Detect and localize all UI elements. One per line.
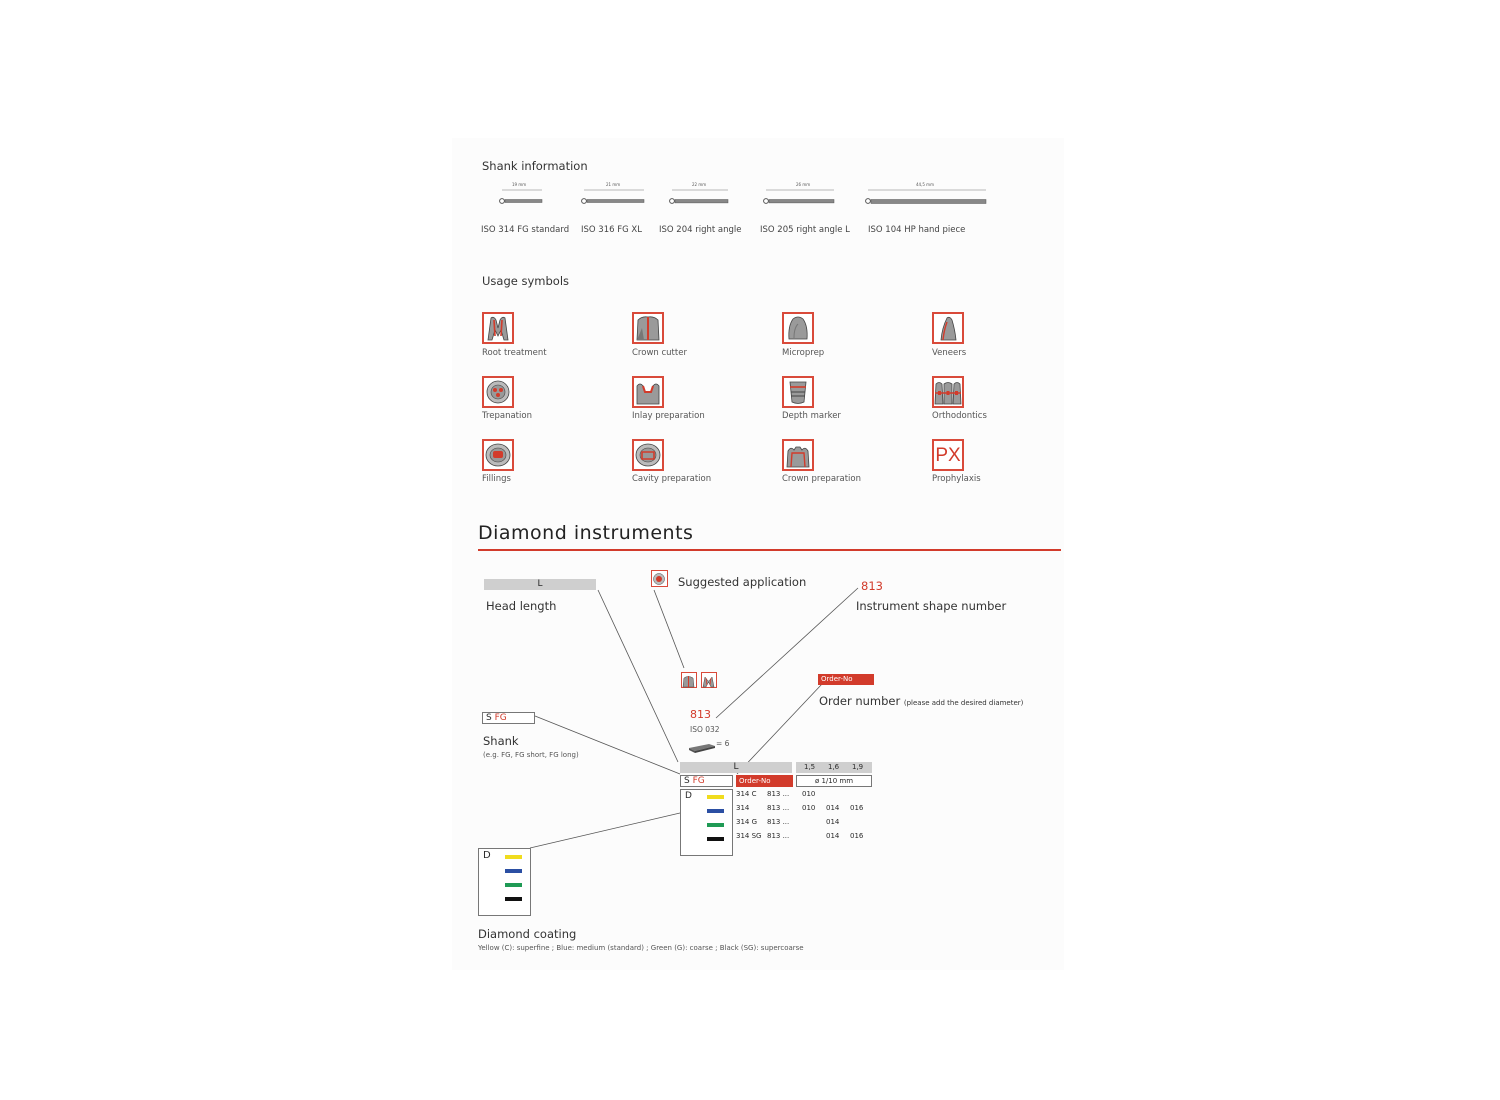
shank-label-iso204: ISO 204 right angle	[659, 225, 742, 235]
table-row: 314 813 ... 010 014 016	[736, 804, 864, 812]
cavity-preparation-label: Cavity preparation	[632, 474, 712, 484]
shank-drawing-iso314: 19 mm	[498, 186, 544, 210]
diamond-coating-label: Diamond coating	[478, 927, 577, 941]
shank-drawing-iso104: 44,5 mm	[864, 186, 988, 210]
section-title: Diamond instruments	[478, 522, 694, 544]
pack-icon	[688, 738, 716, 757]
shape-number-label: Instrument shape number	[856, 599, 1007, 613]
orthodontics-label: Orthodontics	[932, 411, 987, 421]
shank-label: Shank	[483, 734, 519, 748]
shank-label-iso316: ISO 316 FG XL	[581, 225, 642, 235]
coating-swatch-yellow	[707, 795, 724, 799]
diamond-coating-note: Yellow (C): superfine ; Blue: medium (standard) ; Green (G): coarse ; Black (SG): supercoarse	[478, 944, 804, 952]
shank-label-iso104: ISO 104 HP hand piece	[868, 225, 966, 235]
fillings-label: Fillings	[482, 474, 511, 484]
table-size-header	[796, 762, 872, 773]
root-treatment-small-icon	[701, 672, 717, 688]
table-l-header: L	[680, 762, 792, 773]
table-order-no-cell: Order-No	[736, 775, 793, 787]
suggested-application-icon	[651, 570, 668, 587]
shank-label-iso314: ISO 314 FG standard	[481, 225, 570, 235]
table-size-3: 1,9	[852, 763, 864, 771]
shank-info-title: Shank information	[482, 159, 588, 173]
shank-label-iso205: ISO 205 right angle L	[760, 225, 850, 235]
prophylaxis-icon: PX	[932, 439, 964, 471]
order-number-label: Order number (please add the desired diameter)	[819, 694, 1024, 708]
inlay-preparation-label: Inlay preparation	[632, 411, 705, 421]
trepanation-label: Trepanation	[482, 411, 532, 421]
root-treatment-label: Root treatment	[482, 348, 547, 358]
table-row: 314 G 813 ... 014	[736, 818, 840, 826]
coating-swatch-green	[707, 823, 724, 827]
prophylaxis-label: Prophylaxis	[932, 474, 981, 484]
usage-symbols-title: Usage symbols	[482, 274, 570, 288]
shank-drawing-iso205: 26 mm	[762, 186, 836, 210]
coating-swatch-blue	[707, 809, 724, 813]
table-row: 314 C 813 ... 010	[736, 790, 816, 798]
shank-drawing-iso316: 21 mm	[580, 186, 646, 210]
iso-code: ISO 032	[690, 725, 720, 734]
microprep-label: Microprep	[782, 348, 825, 358]
head-length-label: Head length	[486, 599, 557, 613]
order-no-tag: Order-No	[818, 674, 874, 685]
table-coating-column: D	[680, 789, 733, 856]
coating-color-blue	[505, 869, 522, 873]
suggested-application-label: Suggested application	[678, 575, 807, 589]
depth-marker-label: Depth marker	[782, 411, 841, 421]
coating-color-black	[505, 897, 522, 901]
table-shank-cell: S FG	[680, 775, 733, 787]
veneers-label: Veneers	[932, 348, 967, 358]
crown-preparation-label: Crown preparation	[782, 474, 862, 484]
head-length-bar: L	[484, 579, 596, 590]
shape-number-value: 813	[861, 579, 883, 593]
table-size-1: 1,5	[804, 763, 816, 771]
table-unit-cell: ø 1/10 mm	[796, 775, 872, 787]
coating-color-green	[505, 883, 522, 887]
pack-quantity: = 6	[716, 739, 730, 748]
diamond-coating-box: D	[478, 848, 531, 916]
crown-cutter-label: Crown cutter	[632, 348, 687, 358]
crown-cutter-small-icon	[681, 672, 697, 688]
table-row: 314 SG 813 ... 014 016	[736, 832, 864, 840]
table-size-2: 1,6	[828, 763, 840, 771]
shank-drawing-iso204: 22 mm	[668, 186, 730, 210]
coating-color-yellow	[505, 855, 522, 859]
shank-code-box: S FG	[482, 712, 535, 724]
center-shape-number: 813	[690, 708, 711, 721]
shank-note: (e.g. FG, FG short, FG long)	[483, 751, 579, 759]
order-table	[680, 762, 872, 857]
coating-swatch-black	[707, 837, 724, 841]
catalog-page	[452, 138, 1064, 970]
order-number-note: (please add the desired diameter)	[903, 699, 1024, 707]
